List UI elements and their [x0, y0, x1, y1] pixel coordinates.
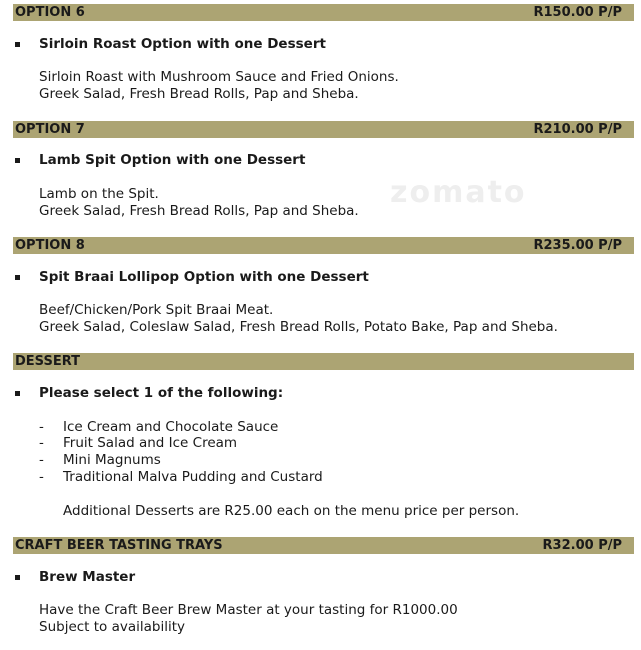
- dessert-item: Traditional Malva Pudding and Custard: [63, 469, 323, 485]
- item-line: Beef/Chicken/Pork Spit Braai Meat.: [39, 302, 274, 318]
- item-heading: Lamb Spit Option with one Dessert: [39, 152, 306, 168]
- item-heading: Spit Braai Lollipop Option with one Dessert: [39, 269, 369, 285]
- section-title: OPTION 6: [15, 5, 85, 20]
- section-title: OPTION 8: [15, 238, 85, 253]
- price: R210.00 P/P: [533, 122, 622, 137]
- item-line: Lamb on the Spit.: [39, 186, 159, 202]
- price: R235.00 P/P: [533, 238, 622, 253]
- item-line: Greek Salad, Coleslaw Salad, Fresh Bread Rolls, Potato Bake, Pap and Sheba.: [39, 319, 558, 335]
- dessert-item: Mini Magnums: [63, 452, 161, 468]
- item-line: Subject to availability: [39, 619, 186, 635]
- price: R32.00 P/P: [542, 538, 622, 553]
- dash-icon: -: [39, 452, 44, 468]
- section-title: OPTION 7: [15, 122, 85, 137]
- bullet-icon: [15, 575, 20, 580]
- section-header-dessert: [13, 353, 634, 370]
- item-heading: Sirloin Roast Option with one Dessert: [39, 36, 326, 52]
- section-title: CRAFT BEER TASTING TRAYS: [15, 538, 223, 553]
- dessert-note: Additional Desserts are R25.00 each on the menu price per person.: [63, 503, 520, 519]
- item-line: Greek Salad, Fresh Bread Rolls, Pap and Sheba.: [39, 86, 359, 102]
- section-header-option-7: [13, 121, 634, 138]
- bullet-icon: [15, 275, 20, 280]
- section-title: DESSERT: [15, 354, 80, 369]
- price: R150.00 P/P: [533, 5, 622, 20]
- section-header-craft-beer: [13, 537, 634, 554]
- watermark: zomato: [390, 175, 527, 210]
- item-line: Greek Salad, Fresh Bread Rolls, Pap and Sheba.: [39, 203, 359, 219]
- dash-icon: -: [39, 419, 44, 435]
- section-header-option-6: [13, 4, 634, 21]
- item-line: Have the Craft Beer Brew Master at your tasting for R1000.00: [39, 602, 458, 618]
- dash-icon: -: [39, 469, 44, 485]
- bullet-icon: [15, 391, 20, 396]
- item-line: Sirloin Roast with Mushroom Sauce and Fried Onions.: [39, 69, 399, 85]
- dash-icon: -: [39, 435, 44, 451]
- section-header-option-8: [13, 237, 634, 254]
- dessert-item: Ice Cream and Chocolate Sauce: [63, 419, 279, 435]
- bullet-icon: [15, 42, 20, 47]
- bullet-icon: [15, 158, 20, 163]
- item-heading: Please select 1 of the following:: [39, 385, 284, 401]
- dessert-item: Fruit Salad and Ice Cream: [63, 435, 238, 451]
- item-heading: Brew Master: [39, 569, 136, 585]
